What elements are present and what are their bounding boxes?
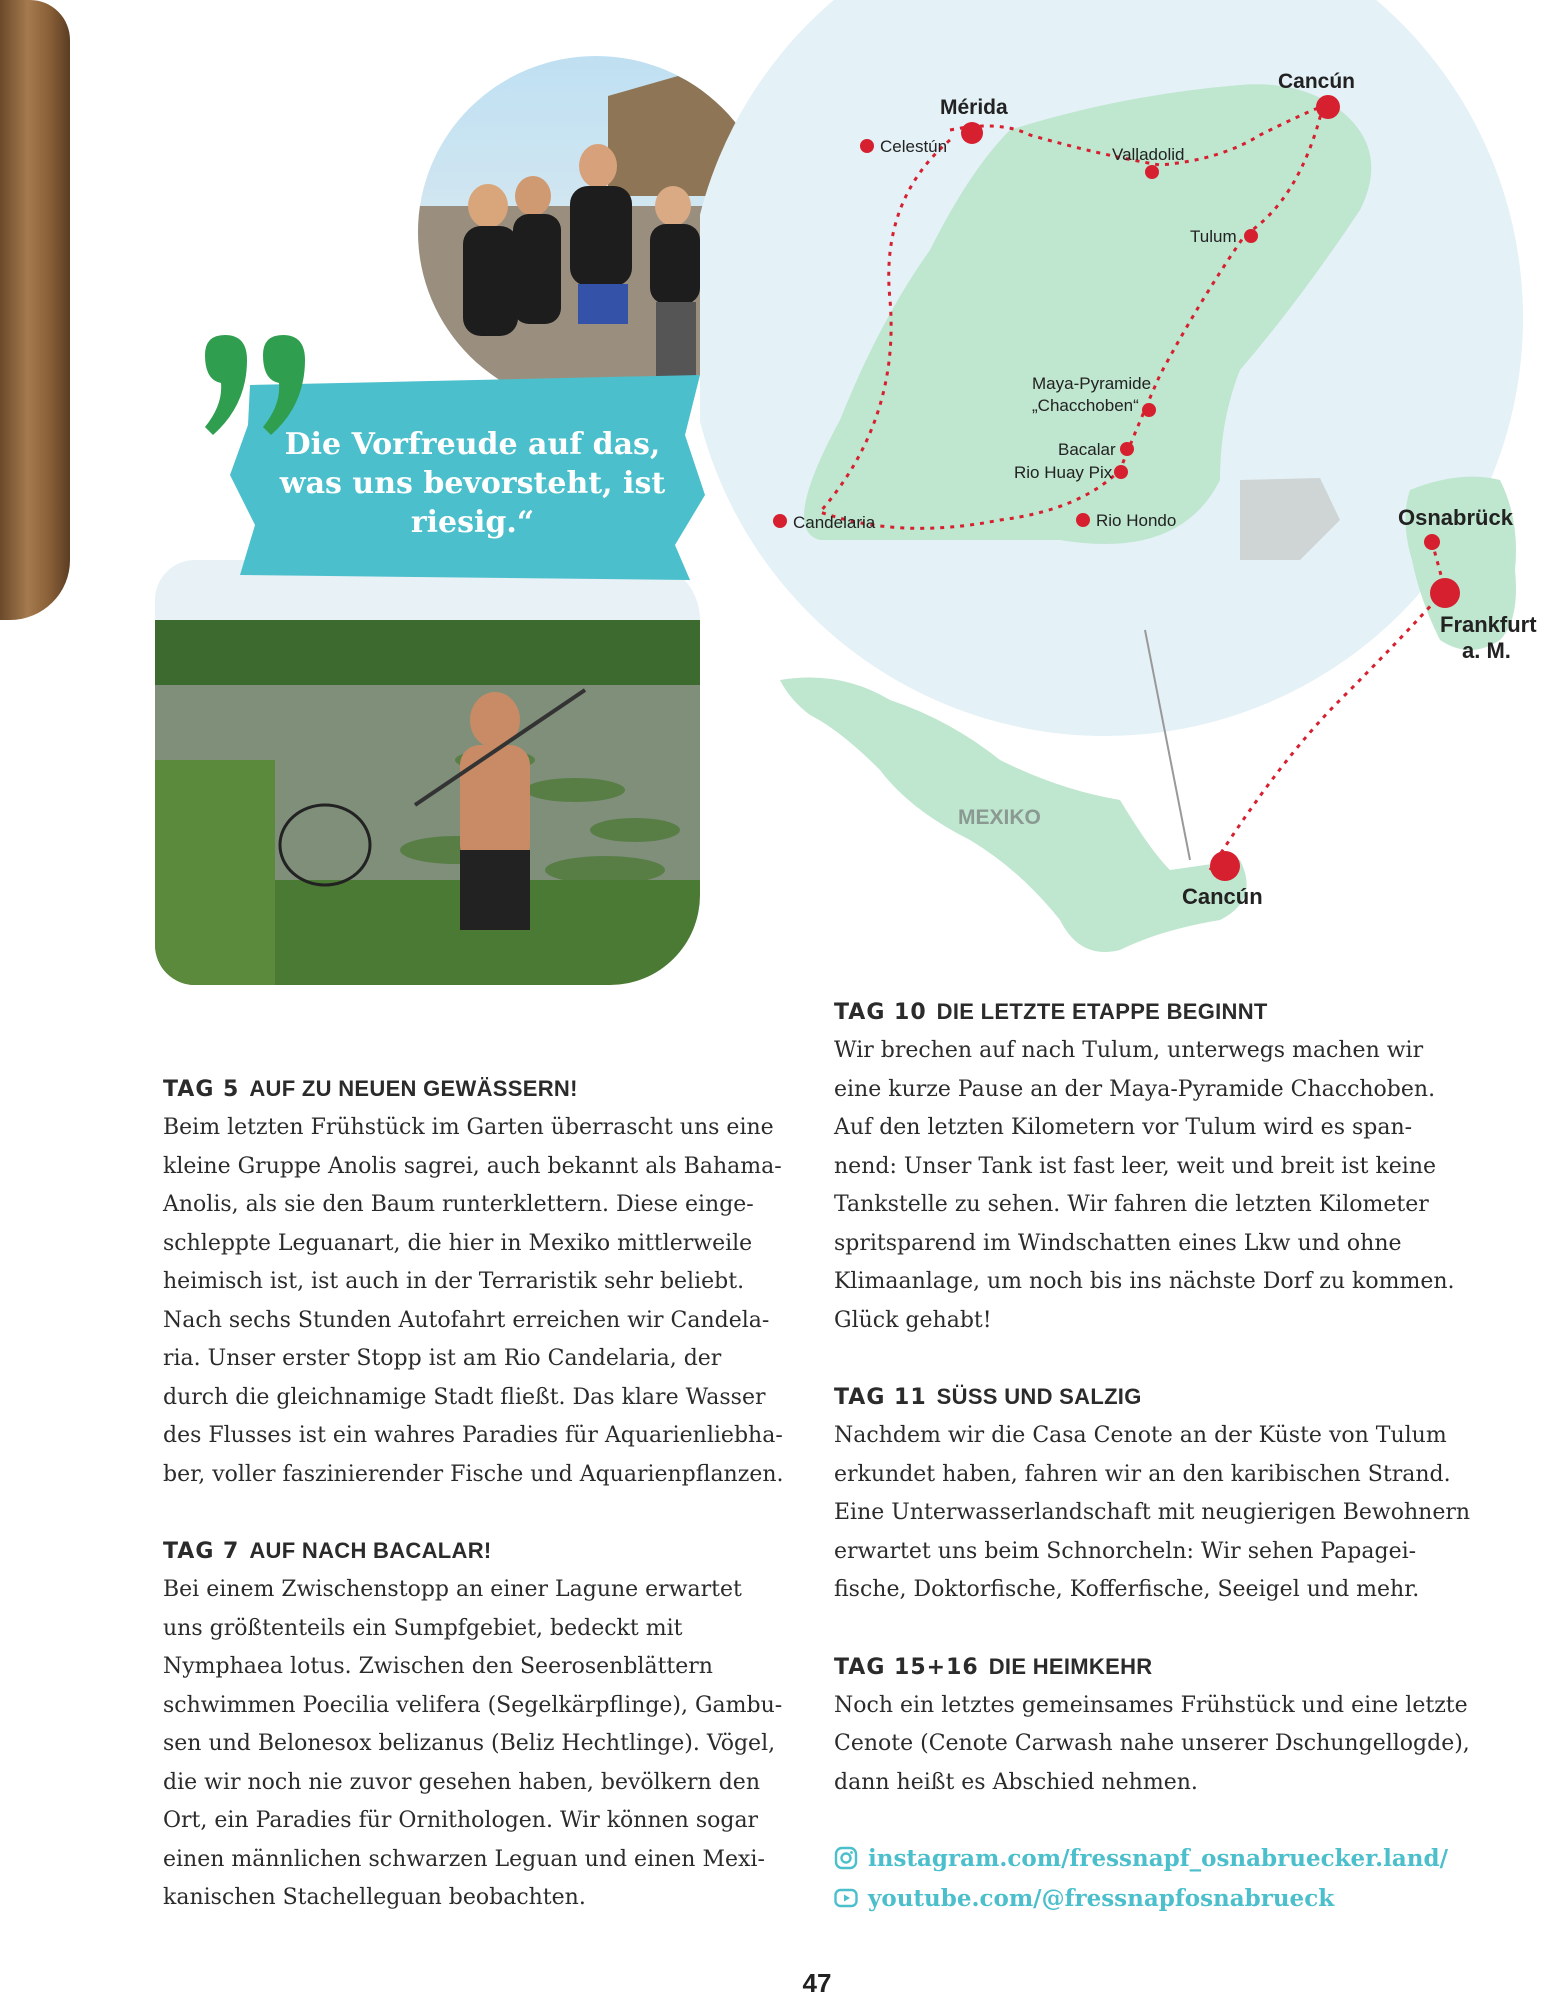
map-marker (1430, 578, 1460, 608)
quote-text: Die Vorfreude auf das, was uns bevorsteht, ist riesig.“ (279, 427, 666, 540)
map-city-label: Bacalar (1058, 440, 1116, 459)
day-section (163, 1532, 788, 1918)
map-marker (1244, 229, 1258, 243)
map-city-label: Candelaria (793, 513, 876, 532)
map-marker (1142, 403, 1156, 417)
day-label: TAG 10 (834, 1000, 927, 1025)
map-city-label: Cancún (1278, 70, 1356, 93)
map-city-label: „Chacchoben“ (1032, 396, 1139, 415)
day-body: Beim letzten Frühstück im Garten überrascht uns eine kleine Gruppe Anolis sagrei, auch bekannt als Bahama-Anolis, als sie den Baum runterklettern. Diese einge-schleppte Leguanart, die hier in Mexiko mittlerweile heimisch ist, ist auch in der Terraristik sehr beliebt. Nach sechs Stunden Autofahrt erreichen wir Candela-ria. Unser erster Stopp ist am Rio Candelaria, der durch die gleichnamige Stadt fließt. Das klare Wasser des Flusses ist ein wahres Paradies für Aquarienliebha-ber, voller faszinierender Fische und Aquarienpflanzen. (163, 1115, 784, 1487)
instagram-link-text[interactable]: instagram.com/fressnapf_osnabruecker.land/ (868, 1844, 1449, 1872)
map-marker (860, 139, 874, 153)
day-label: TAG 11 (834, 1385, 927, 1410)
route-map (700, 0, 1558, 970)
day-body: Noch ein letztes gemeinsames Frühstück und eine letzte Cenote (Cenote Carwash nahe unserer Dschungellogde), dann heißt es Abschied nehmen. (834, 1692, 1470, 1795)
map-city-label: Maya-Pyramide (1032, 374, 1152, 393)
day-title: AUF NACH BACALAR! (249, 1538, 492, 1563)
map-city-label: Frankfurt (1440, 612, 1537, 637)
day-body: Bei einem Zwischenstopp an einer Lagune erwartet uns größtenteils ein Sumpfgebiet, bedeckt mit Nymphaea lotus. Zwischen den Seerosenblättern schwimmen Poecilia velifera (Segelkärpflinge), Gambu-sen und Belonesox belizanus (Beliz Hechtlinge). Vögel, die wir noch nie zuvor gesehen haben, bevölkern den Ort, ein Paradies für Ornithologen. Wir können sogar einen männlichen schwarzen Leguan und einen Mexi-kanischen Stachelleguan beobachten. (163, 1577, 783, 1910)
map-city-label: Osnabrück (1398, 505, 1513, 530)
day-title: SÜSS UND SALZIG (936, 1384, 1142, 1409)
map-country-label: MEXIKO (958, 806, 1041, 829)
map-city-label: Mérida (940, 96, 1008, 119)
day-body: Wir brechen auf nach Tulum, unterwegs machen wir eine kurze Pause an der Maya-Pyramide Chacchoben. Auf den letzten Kilometern vor Tulum wird es span-nend: Unser Tank ist fast leer, weit und breit ist keine Tankstelle zu sehen. Wir fahren die letzten Kilometer spritsparend im Windschatten eines Lkw und ohne Klimaanlage, um noch bis ins nächste Dorf zu kommen. Glück gehabt! (834, 1038, 1455, 1333)
text-column-left (163, 1070, 788, 1956)
day-section (834, 993, 1474, 1340)
map-city-label: a. M. (1462, 638, 1511, 663)
map-marker (1114, 465, 1128, 479)
map-city-label: Rio Hondo (1096, 511, 1177, 530)
day-title: DIE HEIMKEHR (988, 1653, 1153, 1679)
map-marker (1145, 165, 1159, 179)
page-number: 47 (802, 1968, 832, 1998)
youtube-link-text[interactable]: youtube.com/@fressnapfosnabrueck (868, 1884, 1335, 1912)
map-marker (1210, 851, 1240, 881)
map-marker (1076, 513, 1090, 527)
text-column-right (834, 993, 1474, 1840)
day-title: AUF ZU NEUEN GEWÄSSERN! (249, 1076, 578, 1101)
day-title: DIE LETZTE ETAPPE BEGINNT (936, 999, 1268, 1024)
day-body: Nachdem wir die Casa Cenote an der Küste von Tulum erkundet haben, fahren wir an den karibischen Strand. Eine Unterwasserlandschaft mit neugierigen Bewohnern erwartet uns beim Schnorcheln: Wir sehen Papagei-fische, Doktorfische, Kofferfische, Seeigel und mehr. (834, 1423, 1471, 1602)
map-marker (1424, 534, 1440, 550)
day-label: TAG 15+16 (834, 1654, 979, 1680)
map-city-label: Tulum (1190, 227, 1237, 246)
map-marker (961, 122, 983, 144)
wood-photo-edge (0, 0, 70, 620)
instagram-link[interactable] (834, 1838, 1474, 1878)
map-city-label: Valladolid (1112, 145, 1185, 164)
day-section (163, 1070, 788, 1494)
map-marker (1316, 95, 1340, 119)
day-section (834, 1648, 1474, 1803)
map-city-label: Celestún (880, 137, 948, 156)
map-city-label: Rio Huay Pix (1014, 463, 1113, 482)
day-label: TAG 7 (163, 1539, 240, 1564)
map-marker (1120, 442, 1134, 456)
social-links (834, 1838, 1474, 1918)
lake-photo (155, 560, 700, 985)
map-marker (773, 514, 787, 528)
map-city-label: Cancún (1182, 884, 1263, 909)
youtube-icon (834, 1886, 858, 1910)
instagram-icon (834, 1846, 858, 1870)
youtube-link[interactable] (834, 1878, 1474, 1918)
day-label: TAG 5 (163, 1077, 240, 1102)
day-section (834, 1378, 1474, 1610)
